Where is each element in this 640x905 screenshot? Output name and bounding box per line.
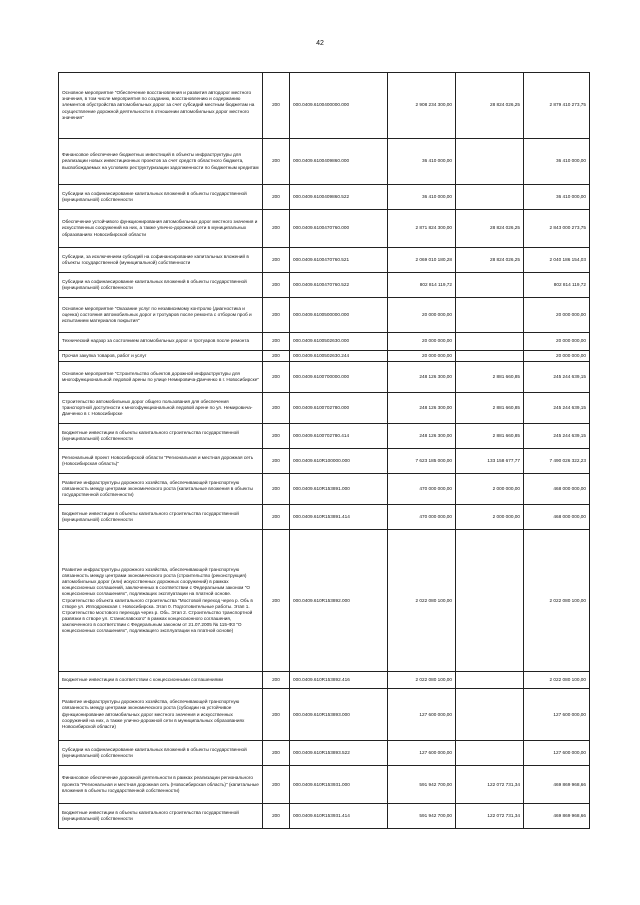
expense-name-cell: Строительство автомобильных дорог общего пользования для обеспечения транспортной доступности к многофункциональной ледовой арене по ул. Немировича-Данченко в г. Новосибирске	[59, 393, 263, 424]
executed-amount-cell	[456, 139, 524, 185]
table-row	[59, 273, 590, 298]
expense-name-cell: Прочая закупка товаров, работ и услуг	[59, 351, 263, 362]
expense-name-cell: Субсидии на софинансирование капитальных вложений в объекты государственной (муниципальной) собственности	[59, 273, 263, 298]
classification-code-cell: 000.0409.610R153891.000	[290, 474, 388, 505]
classification-code-cell: 000.0409.6100409860.000	[290, 139, 388, 185]
remaining-amount-cell: 7 490 026 322,23	[524, 449, 590, 474]
classification-code-cell: 000.0409.610R153931.000	[290, 766, 388, 804]
expense-name-cell: Финансовое обеспечение дорожной деятельности в рамках реализации регионального проекта "Региональная и местная дорожная сеть (Новосибирская область)" (капитальные вложения в объекты государственной собственности)	[59, 766, 263, 804]
budget-table	[58, 72, 590, 829]
approved-amount-cell: 248 126 300,00	[388, 393, 456, 424]
admin-code-cell: 200	[263, 474, 290, 505]
admin-code-cell: 200	[263, 139, 290, 185]
table-row	[59, 362, 590, 393]
table-row	[59, 804, 590, 829]
approved-amount-cell: 127 600 000,00	[388, 689, 456, 741]
admin-code-cell: 200	[263, 73, 290, 139]
classification-code-cell: 000.0409.6100502630.244	[290, 351, 388, 362]
remaining-amount-cell: 2 879 410 273,75	[524, 73, 590, 139]
table-row	[59, 505, 590, 530]
executed-amount-cell	[456, 273, 524, 298]
expense-name-cell: Бюджетные инвестиции в объекты капитального строительства государственной (муниципальной) собственности	[59, 505, 263, 530]
expense-name-cell: Бюджетные инвестиции в объекты капитального строительства государственной (муниципальной) собственности	[59, 424, 263, 449]
table-row	[59, 333, 590, 351]
table-row	[59, 741, 590, 766]
remaining-amount-cell: 36 410 000,00	[524, 139, 590, 185]
executed-amount-cell: 28 824 026,25	[456, 210, 524, 248]
remaining-amount-cell: 245 244 639,15	[524, 362, 590, 393]
executed-amount-cell: 28 824 026,25	[456, 248, 524, 273]
remaining-amount-cell: 469 869 968,66	[524, 804, 590, 829]
expense-name-cell: Технический надзор за состоянием автомобильных дорог и тротуаров после ремонта	[59, 333, 263, 351]
executed-amount-cell: 133 158 677,77	[456, 449, 524, 474]
remaining-amount-cell: 127 600 000,00	[524, 741, 590, 766]
table-row	[59, 298, 590, 333]
approved-amount-cell: 20 000 000,00	[388, 333, 456, 351]
table-row	[59, 689, 590, 741]
remaining-amount-cell: 245 244 639,15	[524, 424, 590, 449]
classification-code-cell: 000.0409.610R153893.000	[290, 689, 388, 741]
table-row	[59, 766, 590, 804]
approved-amount-cell: 248 126 300,00	[388, 424, 456, 449]
classification-code-cell: 000.0409.6100700000.000	[290, 362, 388, 393]
table-row	[59, 474, 590, 505]
classification-code-cell: 000.0409.6100702780.414	[290, 424, 388, 449]
budget-table-body	[59, 73, 590, 829]
expense-name-cell: Развитие инфраструктуры дорожного хозяйства, обеспечивающей транспортную связанность между центрами экономического роста (капитальные вложения в объекты государственной собственности)	[59, 474, 263, 505]
executed-amount-cell	[456, 672, 524, 689]
admin-code-cell: 200	[263, 766, 290, 804]
remaining-amount-cell: 469 869 968,66	[524, 766, 590, 804]
classification-code-cell: 000.0409.6100470760.522	[290, 273, 388, 298]
approved-amount-cell: 20 000 000,00	[388, 351, 456, 362]
expense-name-cell: Основное мероприятие "Строительство объектов дорожной инфраструктуры для многофункциональной ледовой арены по улице Немировича-Данченко в г. Новосибирске"	[59, 362, 263, 393]
approved-amount-cell: 2 908 234 300,00	[388, 73, 456, 139]
remaining-amount-cell: 468 000 000,00	[524, 474, 590, 505]
admin-code-cell: 200	[263, 210, 290, 248]
classification-code-cell: 000.0409.610R100000.000	[290, 449, 388, 474]
approved-amount-cell: 2 871 824 300,00	[388, 210, 456, 248]
approved-amount-cell: 2 022 080 100,00	[388, 672, 456, 689]
admin-code-cell: 200	[263, 351, 290, 362]
table-row	[59, 185, 590, 210]
table-row	[59, 73, 590, 139]
classification-code-cell: 000.0409.6100500000.000	[290, 298, 388, 333]
approved-amount-cell: 7 623 185 000,00	[388, 449, 456, 474]
expense-name-cell: Бюджетные инвестиции в объекты капитального строительства государственной (муниципальной) собственности	[59, 804, 263, 829]
executed-amount-cell	[456, 351, 524, 362]
table-row	[59, 210, 590, 248]
executed-amount-cell	[456, 333, 524, 351]
admin-code-cell: 200	[263, 424, 290, 449]
approved-amount-cell: 127 600 000,00	[388, 741, 456, 766]
expense-name-cell: Обеспечение устойчивого функционирования автомобильных дорог местного значения и искусственных сооружений на них, а также улично-дорожной сети в муниципальных образованиях Новосибирской области	[59, 210, 263, 248]
admin-code-cell: 200	[263, 672, 290, 689]
remaining-amount-cell: 127 600 000,00	[524, 689, 590, 741]
admin-code-cell: 200	[263, 530, 290, 672]
executed-amount-cell: 2 881 660,85	[456, 393, 524, 424]
table-row	[59, 393, 590, 424]
expense-name-cell: Основное мероприятие "Обеспечение восстановления и развития автодорог местного значения, в том числе мероприятия по созданию, восстановлению и содержанию элементов обустройства автомобильных дорог за счет субсидий местным бюджетам на осуществление дорожной деятельности в отношении автомобильных дорог местного значения"	[59, 73, 263, 139]
remaining-amount-cell: 2 022 080 100,00	[524, 530, 590, 672]
executed-amount-cell	[456, 741, 524, 766]
classification-code-cell: 000.0409.6100400000.000	[290, 73, 388, 139]
approved-amount-cell: 591 942 700,00	[388, 766, 456, 804]
approved-amount-cell: 248 126 300,00	[388, 362, 456, 393]
executed-amount-cell	[456, 298, 524, 333]
table-row	[59, 351, 590, 362]
table-row	[59, 139, 590, 185]
expense-name-cell: Субсидии на софинансирование капитальных вложений в объекты государственной (муниципальной) собственности	[59, 185, 263, 210]
expense-name-cell: Региональный проект Новосибирской области "Региональная и местная дорожная сеть (Новосибирская область)"	[59, 449, 263, 474]
admin-code-cell: 200	[263, 505, 290, 530]
classification-code-cell: 000.0409.610R153892.000	[290, 530, 388, 672]
executed-amount-cell: 122 072 731,34	[456, 804, 524, 829]
expense-name-cell: Развитие инфраструктуры дорожного хозяйства, обеспечивающей транспортную связанность между центрами экономического роста (субсидии на устойчивое функционирование автомобильных дорог местного значения и искусственных сооружений на них, а также улично-дорожной сети в муниципальных образованиях Новосибирской области)	[59, 689, 263, 741]
admin-code-cell: 200	[263, 362, 290, 393]
classification-code-cell: 000.0409.610R153892.416	[290, 672, 388, 689]
admin-code-cell: 200	[263, 689, 290, 741]
executed-amount-cell: 122 072 731,34	[456, 766, 524, 804]
executed-amount-cell: 2 881 660,85	[456, 424, 524, 449]
classification-code-cell: 000.0409.6100470760.521	[290, 248, 388, 273]
admin-code-cell: 200	[263, 449, 290, 474]
executed-amount-cell: 2 000 000,00	[456, 474, 524, 505]
table-row	[59, 672, 590, 689]
executed-amount-cell	[456, 689, 524, 741]
classification-code-cell: 000.0409.6100702780.000	[290, 393, 388, 424]
table-row	[59, 530, 590, 672]
classification-code-cell: 000.0409.610R153893.522	[290, 741, 388, 766]
remaining-amount-cell: 468 000 000,00	[524, 505, 590, 530]
approved-amount-cell: 20 000 000,00	[388, 298, 456, 333]
classification-code-cell: 000.0409.610R153931.414	[290, 804, 388, 829]
approved-amount-cell: 802 814 119,72	[388, 273, 456, 298]
classification-code-cell: 000.0409.6100409860.522	[290, 185, 388, 210]
page-number: 42	[316, 40, 324, 47]
remaining-amount-cell: 20 000 000,00	[524, 351, 590, 362]
remaining-amount-cell: 36 410 000,00	[524, 185, 590, 210]
table-row	[59, 248, 590, 273]
executed-amount-cell: 2 881 660,85	[456, 362, 524, 393]
classification-code-cell: 000.0409.6100502630.000	[290, 333, 388, 351]
expense-name-cell: Бюджетные инвестиции в соответствии с концессионными соглашениями	[59, 672, 263, 689]
admin-code-cell: 200	[263, 298, 290, 333]
remaining-amount-cell: 20 000 000,00	[524, 298, 590, 333]
admin-code-cell: 200	[263, 393, 290, 424]
remaining-amount-cell: 245 244 639,15	[524, 393, 590, 424]
expense-name-cell: Основное мероприятие "Оказание услуг по независимому контролю (диагностика и оценка) состояния автомобильных дорог и тротуаров после ремонта с отбором проб и испытанием материалов покрытия"	[59, 298, 263, 333]
approved-amount-cell: 470 000 000,00	[388, 505, 456, 530]
admin-code-cell: 200	[263, 333, 290, 351]
table-row	[59, 424, 590, 449]
remaining-amount-cell: 802 814 119,72	[524, 273, 590, 298]
admin-code-cell: 200	[263, 248, 290, 273]
expense-name-cell: Субсидии, за исключением субсидий на софинансирование капитальных вложений в объекты государственной (муниципальной) собственности	[59, 248, 263, 273]
executed-amount-cell: 28 824 026,25	[456, 73, 524, 139]
classification-code-cell: 000.0409.6100470760.000	[290, 210, 388, 248]
executed-amount-cell	[456, 530, 524, 672]
admin-code-cell: 200	[263, 185, 290, 210]
remaining-amount-cell: 2 022 080 100,00	[524, 672, 590, 689]
executed-amount-cell	[456, 185, 524, 210]
remaining-amount-cell: 2 843 000 273,75	[524, 210, 590, 248]
admin-code-cell: 200	[263, 804, 290, 829]
expense-name-cell: Финансовое обеспечение бюджетных инвестиций в объекты инфраструктуры для реализации новых инвестиционных проектов за счет средств областного бюджета, высвобождаемых на условиях реструктуризации задолженности по бюджетным кредитам	[59, 139, 263, 185]
classification-code-cell: 000.0409.610R153891.414	[290, 505, 388, 530]
approved-amount-cell: 470 000 000,00	[388, 474, 456, 505]
expense-name-cell: Субсидии на софинансирование капитальных вложений в объекты государственной (муниципальной) собственности	[59, 741, 263, 766]
remaining-amount-cell: 2 040 186 154,03	[524, 248, 590, 273]
approved-amount-cell: 36 410 000,00	[388, 139, 456, 185]
approved-amount-cell: 591 942 700,00	[388, 804, 456, 829]
admin-code-cell: 200	[263, 273, 290, 298]
approved-amount-cell: 2 022 080 100,00	[388, 530, 456, 672]
approved-amount-cell: 2 069 010 180,28	[388, 248, 456, 273]
approved-amount-cell: 36 410 000,00	[388, 185, 456, 210]
remaining-amount-cell: 20 000 000,00	[524, 333, 590, 351]
table-row	[59, 449, 590, 474]
expense-name-cell: Развитие инфраструктуры дорожного хозяйства, обеспечивающей транспортную связанность между центрами экономического роста (строительство (реконструкция) автомобильных дорог (или) искусственных дорожных сооружений) в рамках концессионных соглашений, заключенных в соответствии с Федеральным законом "О концессионных соглашениях", подлежащих эксплуатации на платной основе. Строительство объекта капитального строительства "Мостовой переход через р. Обь в створе ул. Ипподромская г. Новосибирска. Этап 0. Подготовительные работы. Этап 1. Строительство мостового перехода через р. Обь. Этап 2. Строительство транспортной развязки в створе ул. Станиславского" в рамках концессионного соглашения, заключенного в соответствии с Федеральным законом от 21.07.2005 № 115-ФЗ "О концессионных соглашениях", подлежащего эксплуатации на платной основе)	[59, 530, 263, 672]
executed-amount-cell: 2 000 000,00	[456, 505, 524, 530]
admin-code-cell: 200	[263, 741, 290, 766]
